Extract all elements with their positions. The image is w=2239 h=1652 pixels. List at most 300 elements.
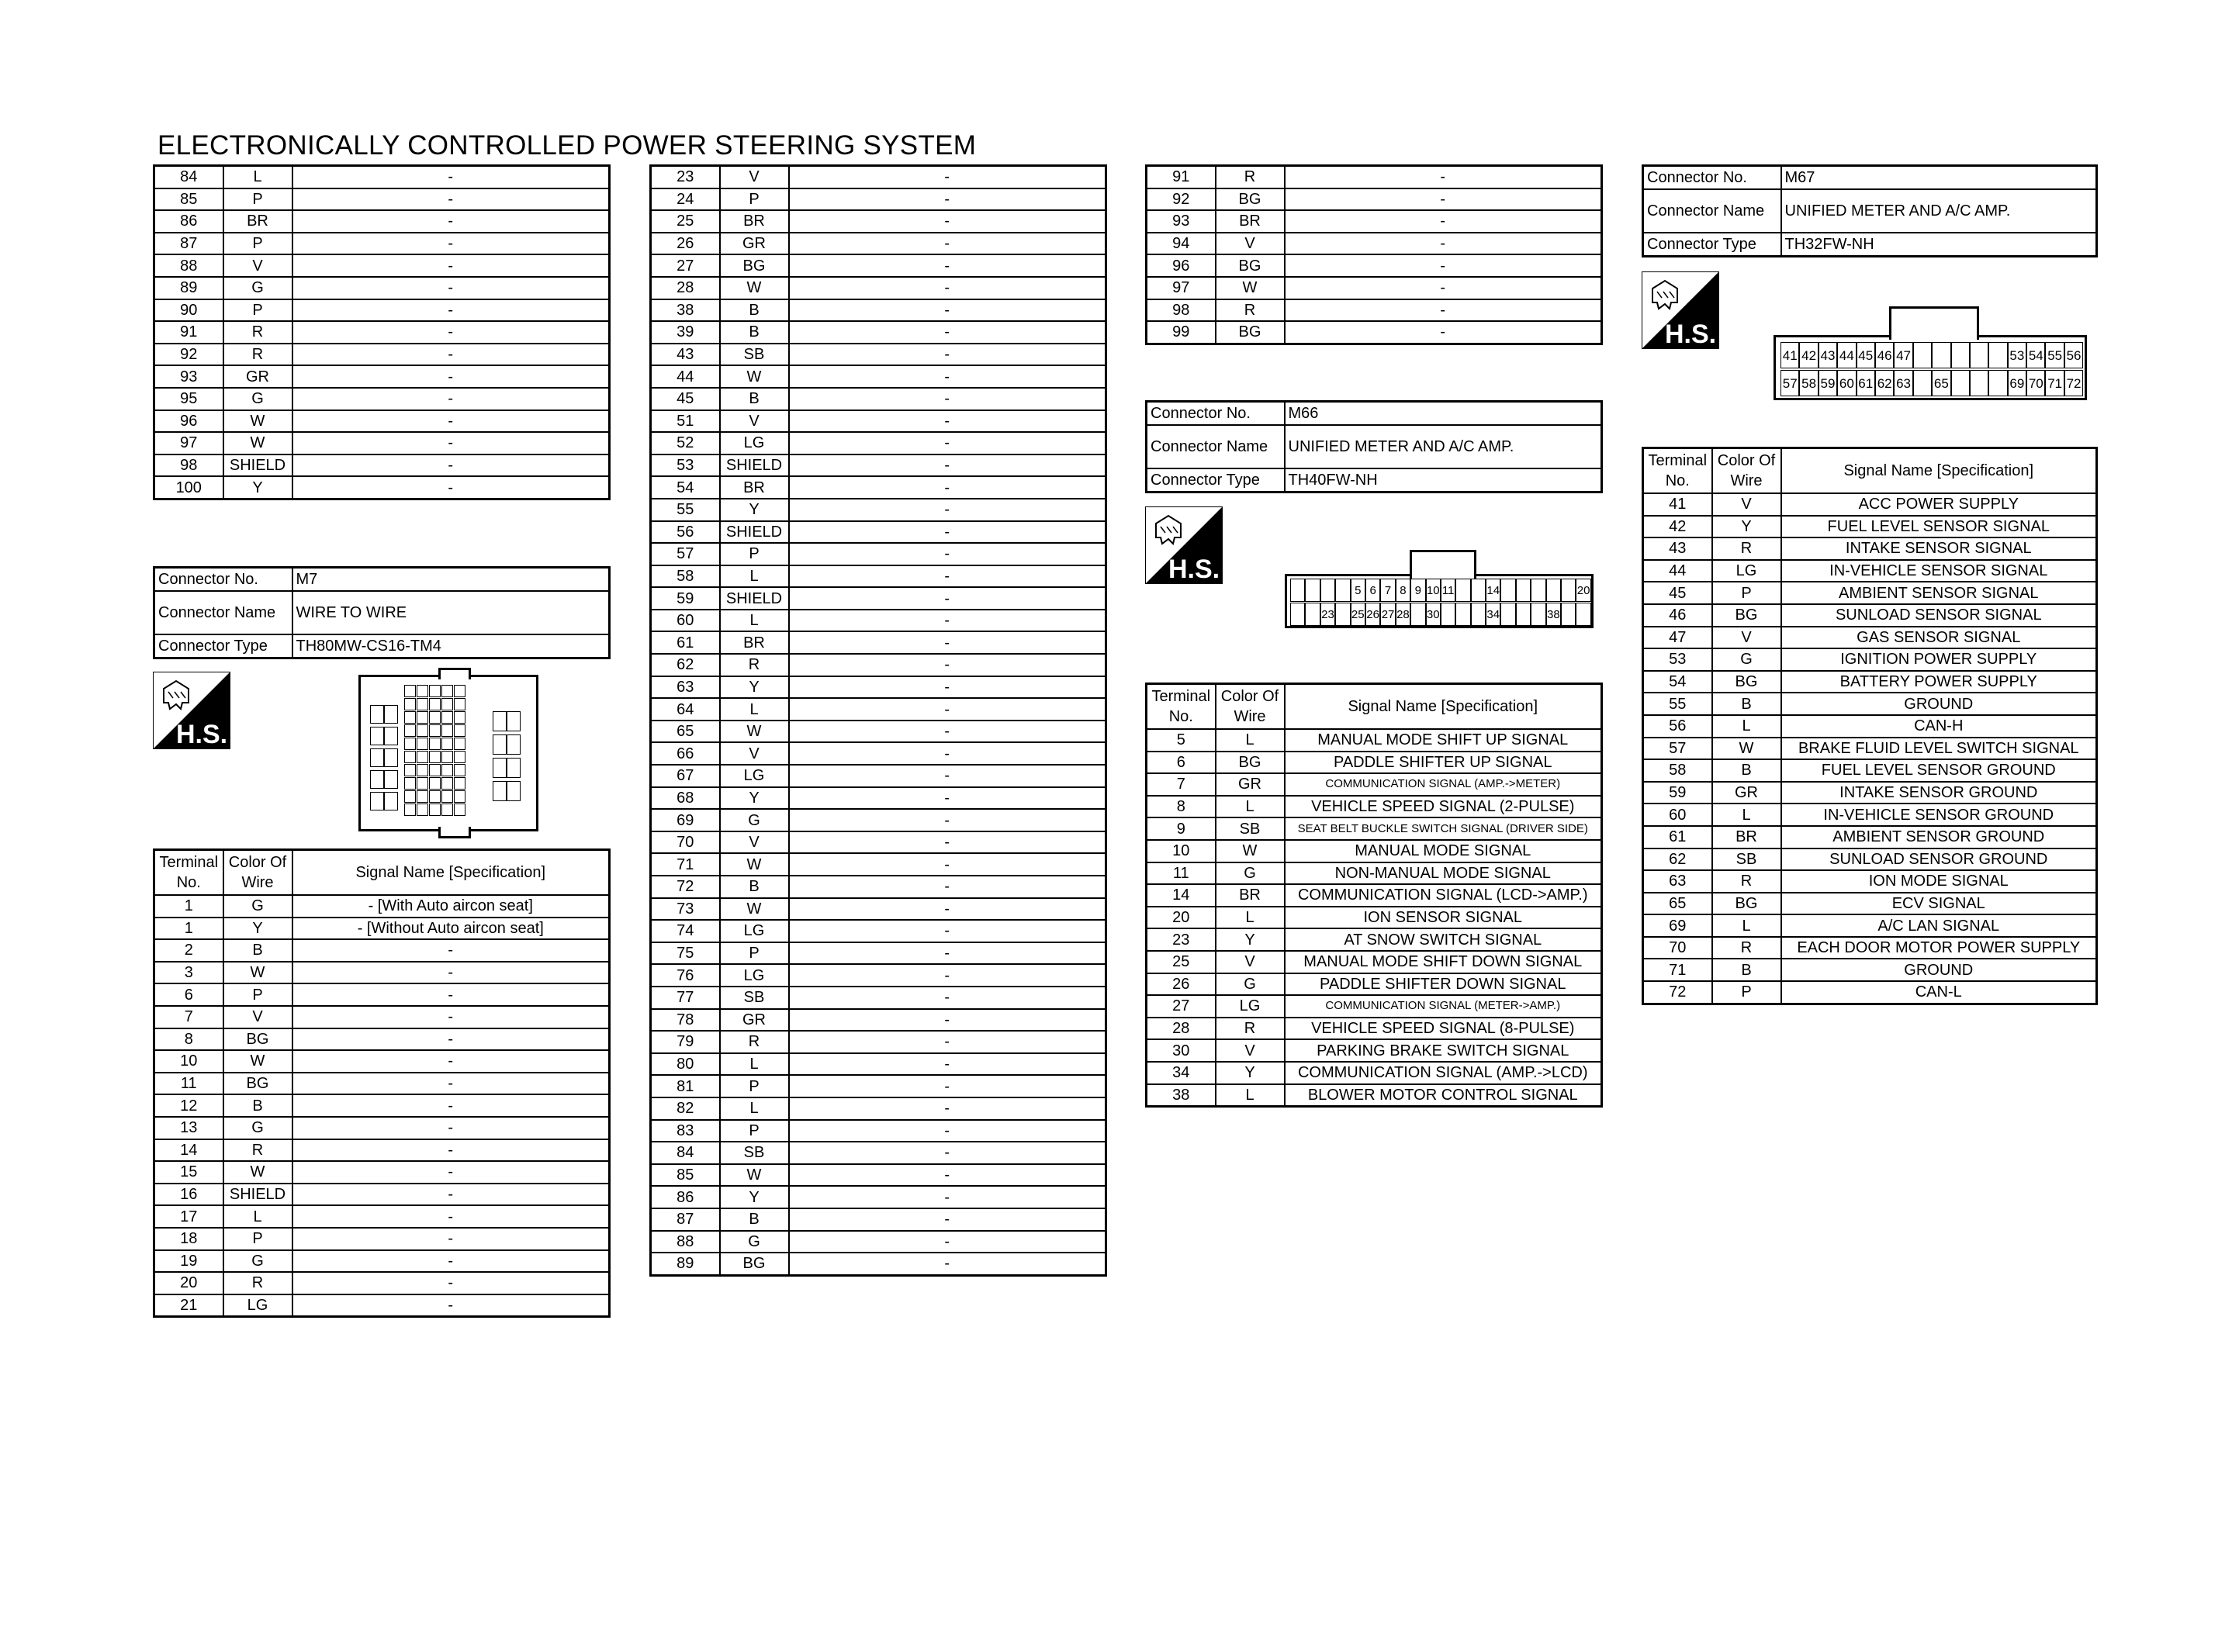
color-cell: LG <box>720 920 789 942</box>
connector-pin: 42 <box>1799 342 1818 368</box>
terminal-cell: 63 <box>1643 870 1712 893</box>
terminal-cell: 61 <box>651 631 720 654</box>
table-row <box>651 499 1106 521</box>
color-cell: W <box>223 962 292 984</box>
color-cell: W <box>720 853 789 876</box>
color-cell: R <box>1216 166 1285 188</box>
signal-cell: BATTERY POWER SUPPLY <box>1781 671 2097 693</box>
connector-pin: 7 <box>1380 579 1395 602</box>
signal-cell: - <box>292 1117 610 1139</box>
terminal-cell: 98 <box>1147 299 1216 322</box>
terminal-cell: 70 <box>1643 937 1712 959</box>
table-row <box>1643 516 2097 538</box>
color-cell: GR <box>1216 773 1285 796</box>
table-row <box>154 962 610 984</box>
signal-cell: - <box>789 721 1106 743</box>
color-cell: LG <box>720 765 789 787</box>
connector-pin: 38 <box>1546 603 1561 626</box>
signal-cell: - <box>789 698 1106 721</box>
table-row <box>651 876 1106 898</box>
table-row <box>651 344 1106 366</box>
info-label: Connector Type <box>1147 468 1285 492</box>
terminal-cell: 44 <box>1643 560 1712 582</box>
connector-cavity <box>441 738 453 750</box>
terminal-cell: 30 <box>1147 1039 1216 1062</box>
connector-pin: 65 <box>1932 370 1950 396</box>
terminal-cell: 80 <box>651 1053 720 1076</box>
terminal-cell: 24 <box>651 188 720 211</box>
color-cell: BR <box>720 476 789 499</box>
terminal-cell: 25 <box>1147 951 1216 973</box>
table-row <box>1147 210 1602 233</box>
table-row <box>651 299 1106 322</box>
connector-pin: 72 <box>2064 370 2083 396</box>
connector-cavity <box>417 698 428 710</box>
table-row <box>1643 893 2097 915</box>
signal-cell: COMMUNICATION SIGNAL (AMP.->LCD) <box>1285 1062 1602 1084</box>
signal-cell: SEAT BELT BUCKLE SWITCH SIGNAL (DRIVER SIDE) <box>1285 817 1602 840</box>
connector-cavity <box>404 698 416 710</box>
color-cell: L <box>1216 907 1285 929</box>
connector-cavity <box>454 751 465 763</box>
connector-cavity <box>454 685 465 697</box>
connector-pin <box>1471 603 1486 626</box>
table-row <box>1643 959 2097 981</box>
signal-cell: CAN-H <box>1781 715 2097 738</box>
color-cell: BG <box>1216 752 1285 774</box>
signal-cell: GROUND <box>1781 693 2097 715</box>
color-cell: Y <box>223 918 292 940</box>
table-row <box>1147 907 1602 929</box>
signal-cell: MANUAL MODE SIGNAL <box>1285 840 1602 862</box>
color-cell: BG <box>720 254 789 277</box>
terminal-cell: 53 <box>1643 648 1712 671</box>
table-row <box>651 831 1106 854</box>
terminal-cell: 26 <box>651 233 720 255</box>
table-row <box>154 321 610 344</box>
terminal-cell: 60 <box>651 610 720 632</box>
signal-cell: - <box>789 853 1106 876</box>
table-row <box>651 587 1106 610</box>
connector-pin <box>1335 603 1350 626</box>
connector-pin <box>1970 370 1988 396</box>
terminal-cell: 77 <box>651 987 720 1009</box>
color-cell: V <box>1216 233 1285 255</box>
connector-pin <box>1320 579 1335 602</box>
color-cell: SHIELD <box>720 587 789 610</box>
terminal-cell: 60 <box>1643 804 1712 826</box>
signal-cell: - <box>789 499 1106 521</box>
connector-cavity <box>370 705 384 724</box>
connector-pin: 9 <box>1410 579 1425 602</box>
signal-cell: IN-VEHICLE SENSOR GROUND <box>1781 804 2097 826</box>
table-row <box>154 299 610 322</box>
connector-pin: 57 <box>1780 370 1799 396</box>
table-row <box>1643 627 2097 649</box>
terminal-cell: 71 <box>651 853 720 876</box>
signal-cell: - <box>789 676 1106 699</box>
table-row <box>1147 884 1602 907</box>
connector-cavity <box>429 777 441 790</box>
color-cell: Y <box>720 676 789 699</box>
table-row <box>651 920 1106 942</box>
terminal-cell: 44 <box>651 365 720 388</box>
terminal-cell: 52 <box>651 432 720 454</box>
terminal-cell: 62 <box>651 654 720 676</box>
table-row <box>651 898 1106 921</box>
table-row <box>651 565 1106 588</box>
signal-cell: - <box>789 233 1106 255</box>
color-cell: R <box>1712 937 1781 959</box>
signal-cell: - <box>789 410 1106 433</box>
connector-cavity <box>404 764 416 776</box>
terminal-cell: 14 <box>1147 884 1216 907</box>
color-cell: W <box>720 365 789 388</box>
terminal-cell: 100 <box>154 476 223 499</box>
header-signal: Signal Name [Specification] <box>1285 684 1602 730</box>
color-cell: BG <box>1712 893 1781 915</box>
signal-cell: ACC POWER SUPPLY <box>1781 493 2097 516</box>
table-row <box>1643 981 2097 1004</box>
terminal-cell: 58 <box>1643 759 1712 782</box>
m67-terminal-table <box>1642 447 2098 1005</box>
terminal-cell: 74 <box>651 920 720 942</box>
terminal-cell: 16 <box>154 1184 223 1206</box>
signal-cell: - <box>292 410 610 433</box>
connector-cavity <box>429 724 441 737</box>
connector-pin <box>1951 342 1970 368</box>
terminal-cell: 25 <box>651 210 720 233</box>
connector-pin: 45 <box>1857 342 1875 368</box>
signal-cell: - [With Auto aircon seat] <box>292 895 610 918</box>
table-row <box>154 1205 610 1228</box>
signal-cell: - <box>1285 321 1602 344</box>
color-cell: G <box>223 895 292 918</box>
connector-cavity <box>454 738 465 750</box>
connector-pin <box>1561 579 1576 602</box>
table-row <box>651 1120 1106 1142</box>
terminal-cell: 28 <box>651 277 720 299</box>
signal-cell: - <box>292 166 610 188</box>
table-row <box>1147 773 1602 796</box>
terminal-cell: 20 <box>154 1272 223 1294</box>
terminal-cell: 5 <box>1147 729 1216 752</box>
signal-cell: - <box>292 1294 610 1317</box>
terminal-cell: 91 <box>1147 166 1216 188</box>
signal-cell: FUEL LEVEL SENSOR GROUND <box>1781 759 2097 782</box>
table-row <box>154 1028 610 1051</box>
table-header <box>1147 684 1602 730</box>
table-row <box>154 1094 610 1117</box>
table-row <box>1643 804 2097 826</box>
table-row <box>1147 233 1602 255</box>
terminal-cell: 78 <box>651 1009 720 1032</box>
color-cell: P <box>1712 981 1781 1004</box>
connector-cavity <box>417 777 428 790</box>
terminal-cell: 86 <box>154 210 223 233</box>
color-cell: L <box>720 1097 789 1120</box>
table-row <box>154 344 610 366</box>
connector-pin <box>1546 579 1561 602</box>
connector-pin: 60 <box>1837 370 1856 396</box>
info-value: M67 <box>1781 166 2097 190</box>
connector-pin: 54 <box>2026 342 2045 368</box>
signal-cell: - <box>292 254 610 277</box>
terminal-cell: 1 <box>154 918 223 940</box>
table-row <box>1147 1062 1602 1084</box>
terminal-cell: 69 <box>1643 914 1712 937</box>
harness-side-icon <box>1145 506 1223 584</box>
connector-pin: 20 <box>1576 579 1590 602</box>
signal-cell: - <box>789 1009 1106 1032</box>
connector-pin <box>1455 579 1470 602</box>
svg-text:H.S.: H.S. <box>175 720 228 749</box>
table-row <box>651 254 1106 277</box>
table-row <box>154 895 610 918</box>
signal-cell: - <box>789 1208 1106 1231</box>
color-cell: G <box>223 277 292 299</box>
info-label: Connector No. <box>1147 402 1285 426</box>
color-cell: W <box>223 1050 292 1073</box>
color-cell: GR <box>720 233 789 255</box>
signal-cell: PARKING BRAKE SWITCH SIGNAL <box>1285 1039 1602 1062</box>
terminal-cell: 55 <box>651 499 720 521</box>
table-row <box>651 432 1106 454</box>
connector-pin: 59 <box>1819 370 1837 396</box>
color-cell: V <box>720 166 789 188</box>
signal-cell: COMMUNICATION SIGNAL (LCD->AMP.) <box>1285 884 1602 907</box>
terminal-cell: 18 <box>154 1228 223 1250</box>
signal-cell: - <box>292 962 610 984</box>
color-cell: LG <box>1712 560 1781 582</box>
signal-cell: VEHICLE SPEED SIGNAL (2-PULSE) <box>1285 796 1602 818</box>
table-row <box>1643 759 2097 782</box>
terminal-cell: 84 <box>651 1142 720 1164</box>
signal-cell: - <box>292 1161 610 1184</box>
color-cell: SB <box>1712 848 1781 871</box>
table-header <box>1643 448 2097 494</box>
info-row <box>1643 189 2097 233</box>
terminal-cell: 94 <box>1147 233 1216 255</box>
connector-pin <box>1951 370 1970 396</box>
terminal-cell: 43 <box>651 344 720 366</box>
terminal-cell: 79 <box>651 1031 720 1053</box>
signal-cell: - <box>292 939 610 962</box>
terminal-cell: 86 <box>651 1186 720 1208</box>
connector-cavity <box>417 804 428 816</box>
color-cell: B <box>223 1094 292 1117</box>
color-cell: G <box>1216 862 1285 885</box>
color-cell: R <box>1712 870 1781 893</box>
connector-cavity <box>370 792 384 810</box>
color-cell: BR <box>1216 884 1285 907</box>
signal-cell: - [Without Auto aircon seat] <box>292 918 610 940</box>
connector-pin: 53 <box>2008 342 2026 368</box>
terminal-cell: 59 <box>1643 782 1712 804</box>
table-row <box>651 188 1106 211</box>
connector-cavity <box>429 790 441 803</box>
signal-cell: AT SNOW SWITCH SIGNAL <box>1285 928 1602 951</box>
connector-pin: 46 <box>1875 342 1894 368</box>
signal-cell: - <box>292 344 610 366</box>
table-row <box>1147 796 1602 818</box>
connector-info-m67 <box>1642 164 2098 257</box>
color-cell: P <box>720 543 789 565</box>
signal-cell: SUNLOAD SENSOR GROUND <box>1781 848 2097 871</box>
color-cell: L <box>1712 715 1781 738</box>
signal-cell: - <box>292 388 610 410</box>
connector-cavity <box>429 804 441 816</box>
terminal-cell: 55 <box>1643 693 1712 715</box>
color-cell: W <box>720 898 789 921</box>
m66-terminal-table <box>1145 683 1603 1108</box>
color-cell: P <box>720 942 789 965</box>
table-row <box>1643 715 2097 738</box>
signal-cell: - <box>292 1028 610 1051</box>
signal-cell: COMMUNICATION SIGNAL (AMP.->METER) <box>1285 773 1602 796</box>
terminal-cell: 97 <box>1147 277 1216 299</box>
table-row <box>154 1250 610 1273</box>
color-cell: SB <box>1216 817 1285 840</box>
info-row <box>1147 468 1602 492</box>
color-cell: R <box>223 344 292 366</box>
signal-cell: - <box>789 521 1106 544</box>
table-row <box>1147 1084 1602 1107</box>
terminal-cell: 92 <box>154 344 223 366</box>
table-row <box>154 233 610 255</box>
terminal-cell: 81 <box>651 1075 720 1097</box>
signal-cell: - <box>292 454 610 477</box>
table-row <box>154 410 610 433</box>
connector-cavity <box>417 711 428 724</box>
terminal-cell: 65 <box>1643 893 1712 915</box>
connector-pin <box>1471 579 1486 602</box>
svg-text:H.S.: H.S. <box>1168 555 1220 584</box>
connector-cavity <box>384 770 398 789</box>
signal-cell: MANUAL MODE SHIFT UP SIGNAL <box>1285 729 1602 752</box>
color-cell: R <box>1216 299 1285 322</box>
terminal-cell: 53 <box>651 454 720 477</box>
info-label: Connector No. <box>154 568 292 592</box>
table-row <box>1643 582 2097 604</box>
terminal-cell: 41 <box>1643 493 1712 516</box>
table-row <box>154 1228 610 1250</box>
table-row <box>651 454 1106 477</box>
table-row <box>1643 738 2097 760</box>
signal-cell: - <box>789 1253 1106 1275</box>
table-row <box>154 454 610 477</box>
terminal-cell: 56 <box>651 521 720 544</box>
signal-cell: - <box>292 1139 610 1162</box>
signal-cell: - <box>789 1142 1106 1164</box>
connector-pin <box>1576 603 1590 626</box>
info-row <box>154 568 610 592</box>
table-row <box>1643 693 2097 715</box>
signal-cell: - <box>292 476 610 499</box>
table-row <box>154 1117 610 1139</box>
color-cell: LG <box>1216 995 1285 1018</box>
terminal-cell: 20 <box>1147 907 1216 929</box>
page-title: ELECTRONICALLY CONTROLLED POWER STEERING SYSTEM <box>157 130 977 161</box>
signal-cell: - <box>292 299 610 322</box>
signal-cell: - <box>789 365 1106 388</box>
connector-pin <box>1500 579 1515 602</box>
info-label: Connector Name <box>1147 425 1285 468</box>
color-cell: P <box>720 188 789 211</box>
connector-cavity <box>404 724 416 737</box>
color-cell: L <box>1216 796 1285 818</box>
table-row <box>651 1208 1106 1231</box>
connector-cavity <box>384 705 398 724</box>
terminal-cell: 95 <box>154 388 223 410</box>
connector-pin: 10 <box>1426 579 1441 602</box>
connector-cavity <box>429 711 441 724</box>
connector-pin <box>1531 579 1545 602</box>
table-row <box>651 1142 1106 1164</box>
signal-cell: COMMUNICATION SIGNAL (METER->AMP.) <box>1285 995 1602 1018</box>
table-row <box>1147 729 1602 752</box>
header-color: Color Of Wire <box>1216 684 1285 730</box>
color-cell: B <box>1712 693 1781 715</box>
table-row <box>651 809 1106 831</box>
color-cell: BR <box>1712 826 1781 848</box>
signal-cell: - <box>789 299 1106 322</box>
table-row <box>1147 862 1602 885</box>
terminal-cell: 8 <box>1147 796 1216 818</box>
color-cell: Y <box>223 476 292 499</box>
connector-pin: 34 <box>1486 603 1500 626</box>
table-row <box>1643 604 2097 627</box>
signal-cell: - <box>292 1073 610 1095</box>
table-row <box>651 1075 1106 1097</box>
info-label: Connector No. <box>1643 166 1781 190</box>
signal-cell: - <box>789 831 1106 854</box>
table-row <box>651 765 1106 787</box>
connector-pin <box>1913 370 1932 396</box>
table-row <box>1643 671 2097 693</box>
connector-pin: 71 <box>2045 370 2064 396</box>
signal-cell: - <box>789 254 1106 277</box>
terminal-cell: 10 <box>154 1050 223 1073</box>
signal-cell: - <box>789 654 1106 676</box>
signal-cell: - <box>1285 166 1602 188</box>
signal-cell: - <box>1285 233 1602 255</box>
terminal-cell: 89 <box>154 277 223 299</box>
terminal-cell: 92 <box>1147 188 1216 211</box>
color-cell: BG <box>223 1073 292 1095</box>
table-row <box>1147 817 1602 840</box>
table-row <box>1643 870 2097 893</box>
color-cell: L <box>720 698 789 721</box>
color-cell: L <box>720 1053 789 1076</box>
connector-pin <box>1516 579 1531 602</box>
color-cell: L <box>1712 914 1781 937</box>
table-row <box>1643 848 2097 871</box>
signal-cell: - <box>292 1250 610 1273</box>
terminal-cell: 34 <box>1147 1062 1216 1084</box>
signal-cell: - <box>789 321 1106 344</box>
table-row <box>651 1009 1106 1032</box>
signal-cell: MANUAL MODE SHIFT DOWN SIGNAL <box>1285 951 1602 973</box>
signal-cell: - <box>1285 210 1602 233</box>
table-row <box>651 210 1106 233</box>
signal-cell: - <box>1285 299 1602 322</box>
connector-pin: 14 <box>1486 579 1500 602</box>
connector-cavity <box>454 711 465 724</box>
terminal-cell: 6 <box>1147 752 1216 774</box>
color-cell: BG <box>1712 604 1781 627</box>
table-row <box>1147 321 1602 344</box>
